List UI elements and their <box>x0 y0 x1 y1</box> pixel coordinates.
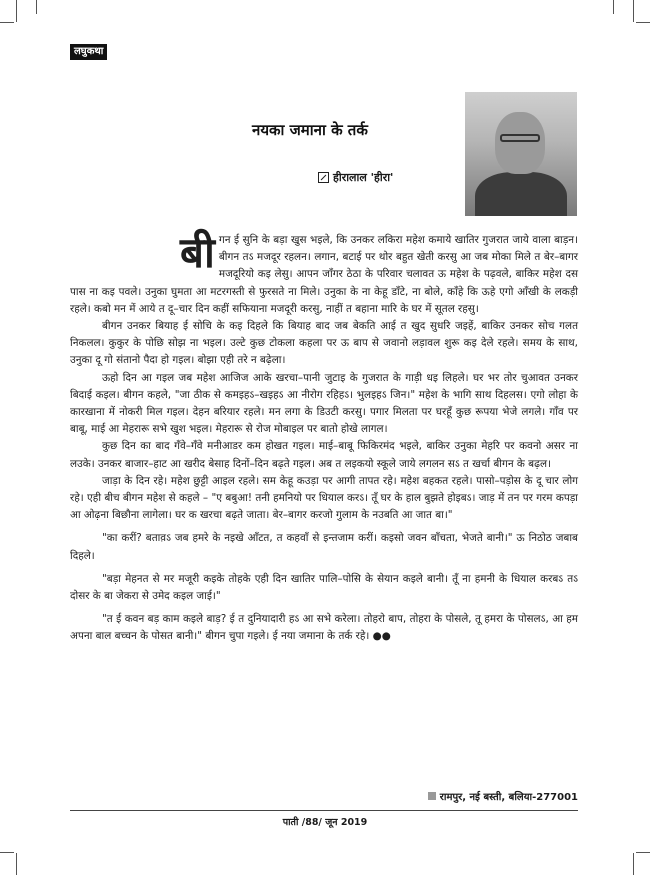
author-photo <box>465 92 577 216</box>
paragraph: बीगन उनकर बियाह ई सोचि के कइ दिहले कि बियाह बाद जब बेकति आई त खुद सुधरि जइहें, बाकिर उनकर सोच गलत निकलल। कुकुर के पोछि सोझ ना भइल। उल्टे कुछ टोकला कहला पर ऊ बाप से जवानो लड़ावल शुरू कइ देले रहले। समय के साथ, उनुका दू गो संतानो पैदा हो गइल। बोझा एही तरे न बढ़ेला। <box>70 320 578 367</box>
crop-mark <box>0 22 14 23</box>
crop-mark <box>636 22 650 23</box>
crop-mark <box>633 0 634 22</box>
crop-mark <box>636 852 650 853</box>
square-bullet-icon <box>428 792 436 800</box>
section-tag: लघुकथा <box>70 44 107 60</box>
crop-mark <box>633 853 634 875</box>
drop-cap: बी <box>180 228 215 277</box>
photo-head-shape <box>495 112 545 174</box>
author-byline <box>318 170 393 185</box>
page-footer: पाती /88/ जून 2019 <box>282 817 368 828</box>
crop-mark <box>0 852 14 853</box>
paragraph: ऊहो दिन आ गइल जब महेश आजिज आके खरचा–पानी जुटाइ के गुजरात के गाड़ी धइ लिहले। घर भर तोर चुआवत उनकर बिदाई कइल। बीगन कहले, "जा ठीक से कमइहऽ–खइहऽ आ नीरोग रहिहऽ। भुलइहऽ जिन।" महेश के भागि साथ दिहलस। एगो लोहा के कारखाना में नोकरी मिल गइल। देहन बरियार रहले। मन लगा के डिउटी करसु। पगार मिलता पर घरहूँ कुछ रूपया भेजे लगले। गाँव पर बाबू, माई आ मेहरारू सभे खुश भइल। मेहरारू से रोज मोबाइल पर बातो होखे लागल। <box>70 371 578 436</box>
footer-divider <box>70 810 578 811</box>
photo-glasses-shape <box>500 134 540 142</box>
pen-icon <box>318 172 329 183</box>
address-text: रामपुर, नई बस्ती, बलिया-277001 <box>439 792 578 803</box>
crop-mark <box>16 853 17 875</box>
paragraph <box>70 228 578 318</box>
paragraph: "का करीं? बताव़ऽ जब हमरे के नइखे आँटत, त कहवाँ से इन्तजाम करीं। कइसो जवन बाँचता, भेजते बानी।" ऊ निठोठ जबाब दिहले। <box>70 532 578 562</box>
paragraph: जाड़ा के दिन रहे। महेश छुट्टी आइल रहले। सम केहू कउड़ा पर आगी तापत रहे। महेश बहकत रहले। पासो–पड़ोस के दू चार लोग रहे। एही बीच बीगन महेश से कहले – "ए बबुआ! तनी हमनियो पर धियाल करऽ। तूँ घर के हाल बुझते होइबऽ। जाड़ में तन पर गरम कपड़ा आ ओढ़ना बिछौना लागेला। घर क खरचा बढ़ते जाता। बेर–बागर करजो गुलाम के नउबति आ जात बा।" <box>70 474 578 522</box>
paragraph: कुछ दिन का बाद गँवे–गँवे मनीआडर कम होखत गइल। माई–बाबू फिकिरमंद भइले, बाकिर उनुका मेहरि पर कवनो असर ना लउके। उनकर बाजार–हाट आ खरीद बेसाह दिनों–दिन बढ़ते गइल। अब त लइकयो स्कूले जाये लगलन सऽ त खर्चा बीगन के बढ़ल। <box>70 440 578 470</box>
paragraph: "त ई कवन बड़ काम कइले बाड़? ई त दुनियादारी हऽ आ सभे करेला। तोहरो बाप, तोहरा के पोसले, तू हमरा के पोसलऽ, आ हम अपना बाल बच्चन के पोसत बानी।" बीगन चुपा गइले। ई नया जमाना के तर्क रहे। ●● <box>70 613 578 643</box>
crop-mark <box>613 0 614 14</box>
crop-mark <box>16 0 17 22</box>
page-title: नयका जमाना के तर्क <box>252 121 368 139</box>
crop-mark <box>36 0 37 14</box>
paragraph-text: गन ई सुनि के बड़ा खुस भइले, कि उनकर लकिरा महेश कमाये खातिर गुजरात जाये वाला बाड़न। बीगन तऽ मजदूर रहलन। लगान, बटाई पर थोर बहुत खेती करसु आ जब मोका मिले त बेर–बागर मजदूरियो कइ लेसु। आपन जाँगर ठेठा के परिवार चलावत ऊ महेश के पढ़वले, बाकिर महेश दस पास ना कइ पवले। उनुका घुमता आ मटरगस्ती से फुरसते ना मिले। उनुका के ना केहू डाँटे, ना बोले, काँहे कि ऊहे एगो आँखी के लकड़ी रहले। कबो मन में आये त दू–चार दिन कहीं सफियाना मजदूरी करसु, नाहीं त बहाना मारि के घर में सूतल रहसु। <box>70 234 578 315</box>
author-name: हीरालाल 'हीरा' <box>333 171 394 184</box>
photo-body-shape <box>475 172 567 216</box>
author-address <box>428 789 578 803</box>
paragraph: "बड़ा मेहनत से मर मजूरी कइके तोहके एही दिन खातिर पालि–पोसि के सेयान कइले बानी। तूँ ना हमनी के धियाल करबऽ तऽ दोसर के बा जेकरा से उमेद कइल जाई।" <box>70 572 578 603</box>
article-body <box>70 228 578 646</box>
